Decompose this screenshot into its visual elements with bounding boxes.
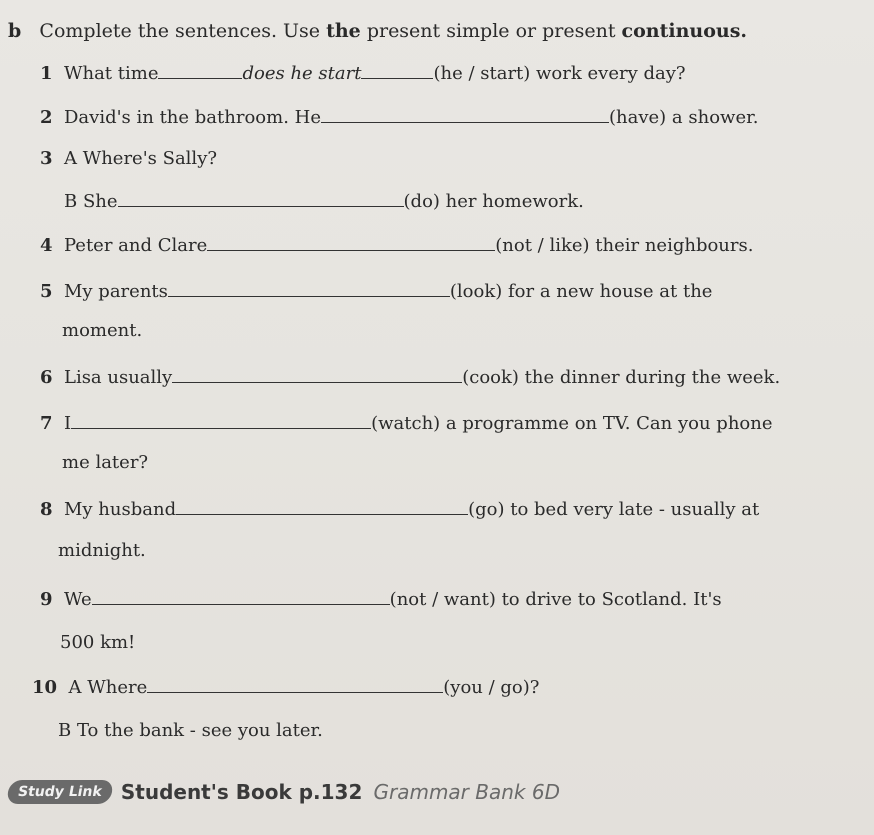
sentence-4: 4 Peter and Clare (not / like) their neighbours. — [40, 235, 754, 256]
answer-blank-9[interactable] — [92, 588, 390, 605]
sentence-10b: B To the bank - see you later. — [58, 720, 323, 741]
answer-blank-3[interactable] — [118, 190, 404, 207]
students-book-reference: Student's Book p.132 — [120, 780, 363, 804]
answer-example: does he start — [242, 63, 362, 84]
sentence-5: 5 My parents (look) for a new house at the — [40, 281, 713, 302]
sentence-3b: B She (do) her homework. — [64, 191, 584, 212]
sentence-7-continued: me later? — [62, 452, 149, 473]
sentence-8: 8 My husband (go) to bed very late - usually at — [40, 499, 760, 520]
sentence-1: 1 What time does he start (he / start) work every day? — [40, 63, 686, 84]
sentence-6: 6 Lisa usually (cook) the dinner during the week. — [40, 367, 781, 388]
exercise-instruction: b Complete the sentences. Use the present simple or present continuous. — [8, 20, 748, 42]
answer-blank-7[interactable] — [71, 412, 371, 429]
answer-blank-10[interactable] — [147, 676, 443, 693]
answer-blank-1[interactable] — [158, 62, 242, 79]
study-link-footer — [8, 780, 560, 816]
answer-blank-5[interactable] — [168, 280, 450, 297]
sentence-3a: 3 A Where's Sally? — [40, 148, 218, 169]
answer-blank-1b[interactable] — [361, 62, 433, 79]
answer-blank-4[interactable] — [207, 234, 495, 251]
sentence-2: 2 David's in the bathroom. He (have) a shower. — [40, 107, 759, 128]
sentence-7: 7 I (watch) a programme on TV. Can you phone — [40, 413, 773, 434]
grammar-bank-reference: Grammar Bank 6D — [373, 780, 560, 804]
answer-blank-2[interactable] — [321, 106, 609, 123]
sentence-5-continued: moment. — [62, 320, 143, 341]
answer-blank-8[interactable] — [176, 498, 468, 515]
sentence-9: 9 We (not / want) to drive to Scotland. It's — [40, 589, 722, 610]
answer-blank-6[interactable] — [172, 366, 462, 383]
sentence-10a: 10 A Where (you / go)? — [32, 677, 540, 698]
sentence-9-continued: 500 km! — [60, 632, 136, 653]
sentence-8-continued: midnight. — [58, 540, 146, 561]
study-link-badge: Study Link — [6, 780, 114, 804]
exercise-letter: b — [8, 20, 22, 42]
